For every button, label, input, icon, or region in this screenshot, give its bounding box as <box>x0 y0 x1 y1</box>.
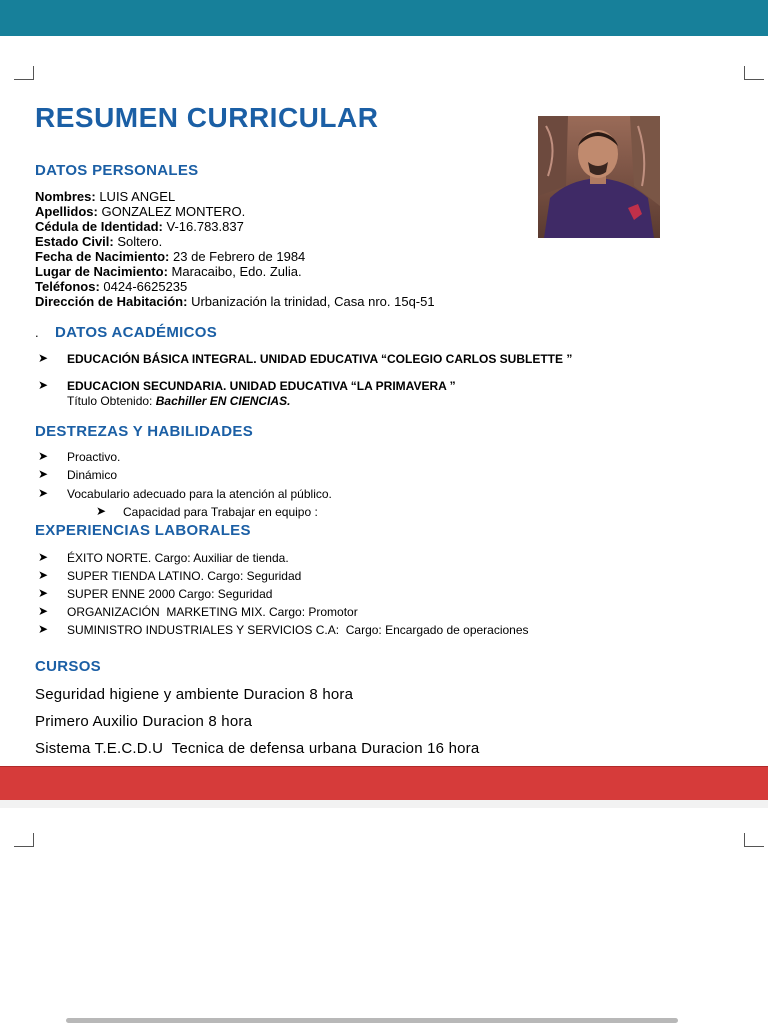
page-corner-mark <box>744 833 764 847</box>
bullet-arrow-icon: ➤ <box>38 586 49 600</box>
field-label: Dirección de Habitación <box>35 294 184 309</box>
bullet-arrow-icon: ➤ <box>38 622 49 636</box>
heading-prefix-dot: . <box>35 325 39 340</box>
field-label: Estado Civil <box>35 234 110 249</box>
field-value: Urbanización la trinidad, Casa nro. 15q-51 <box>191 294 435 309</box>
degree-label: Título Obtenido: <box>67 394 153 408</box>
page-corner-mark <box>14 66 34 80</box>
profile-photo-image <box>538 116 660 238</box>
bullet-arrow-icon: ➤ <box>38 449 49 463</box>
academic-degree <box>67 394 290 408</box>
field-value: 23 de Febrero de 1984 <box>173 249 306 264</box>
section-heading-skills: DESTREZAS Y HABILIDADES <box>35 423 254 440</box>
field-value: 0424-6625235 <box>103 279 188 294</box>
profile-photo <box>538 116 660 238</box>
document-title: RESUMEN CURRICULAR <box>35 102 379 133</box>
home-indicator[interactable] <box>66 1018 678 1023</box>
experience-item: SUPER ENNE 2000 Cargo: Seguridad <box>67 587 273 601</box>
skill-item: Proactivo. <box>67 450 121 464</box>
page-corner-mark <box>744 66 764 80</box>
bullet-arrow-icon: ➤ <box>38 378 49 392</box>
skill-item: Vocabulario adecuado para la atención al público. <box>67 487 332 501</box>
field-value: Soltero. <box>117 234 163 249</box>
field-label: Apellidos <box>35 204 94 219</box>
field-direccion: Dirección de Habitación: Urbanización la trinidad, Casa nro. 15q-51 <box>35 294 435 309</box>
skill-item: Dinámico <box>67 468 118 482</box>
field-fecha-nacimiento: Fecha de Nacimiento: 23 de Febrero de 1984 <box>35 249 306 264</box>
footer-bar <box>0 766 768 800</box>
field-apellidos: Apellidos: GONZALEZ MONTERO. <box>35 204 246 219</box>
bullet-arrow-icon: ➤ <box>38 351 49 365</box>
field-lugar-nacimiento: Lugar de Nacimiento: Maracaibo, Edo. Zulia. <box>35 264 302 279</box>
field-cedula: Cédula de Identidad: V-16.783.837 <box>35 219 244 234</box>
course-item: Primero Auxilio Duracion 8 hora <box>35 713 253 730</box>
degree-value: Bachiller EN CIENCIAS. <box>155 394 291 408</box>
field-value: LUIS ANGEL <box>99 189 176 204</box>
academic-item: EDUCACIÓN BÁSICA INTEGRAL. UNIDAD EDUCATIVA “COLEGIO CARLOS SUBLETTE ” <box>67 352 573 366</box>
section-heading-experience: EXPERIENCIAS LABORALES <box>35 522 251 539</box>
field-estado-civil: Estado Civil: Soltero. <box>35 234 163 249</box>
course-item: Sistema T.E.C.D.U Tecnica de defensa urbana Duracion 16 hora <box>35 740 480 757</box>
section-heading-academic: DATOS ACADÉMICOS <box>55 324 218 341</box>
experience-item: SUMINISTRO INDUSTRIALES Y SERVICIOS C.A: Cargo: Encargado de operaciones <box>67 623 529 637</box>
section-heading-courses: CURSOS <box>35 658 101 675</box>
field-label: Cédula de Identidad <box>35 219 159 234</box>
field-telefonos: Teléfonos: 0424-6625235 <box>35 279 188 294</box>
experience-item: SUPER TIENDA LATINO. Cargo: Seguridad <box>67 569 302 583</box>
field-label: Nombres <box>35 189 92 204</box>
experience-item: ÉXITO NORTE. Cargo: Auxiliar de tienda. <box>67 551 289 565</box>
page-corner-mark <box>14 833 34 847</box>
experience-item: ORGANIZACIÓN MARKETING MIX. Cargo: Promotor <box>67 605 358 619</box>
field-value: GONZALEZ MONTERO. <box>101 204 246 219</box>
course-item: Seguridad higiene y ambiente Duracion 8 hora <box>35 686 354 703</box>
section-heading-personal: DATOS PERSONALES <box>35 162 199 179</box>
field-nombres: Nombres: LUIS ANGEL <box>35 189 176 204</box>
page-divider <box>0 800 768 808</box>
bullet-arrow-icon: ➤ <box>38 486 49 500</box>
bullet-arrow-icon: ➤ <box>38 568 49 582</box>
field-value: Maracaibo, Edo. Zulia. <box>171 264 302 279</box>
field-label: Teléfonos <box>35 279 96 294</box>
academic-item: EDUCACION SECUNDARIA. UNIDAD EDUCATIVA “LA PRIMAVERA ” <box>67 379 456 393</box>
bullet-arrow-icon: ➤ <box>38 604 49 618</box>
skill-sub-item: Capacidad para Trabajar en equipo : <box>123 505 318 519</box>
bullet-arrow-icon: ➤ <box>96 504 107 518</box>
field-label: Lugar de Nacimiento <box>35 264 164 279</box>
top-bar <box>0 0 768 36</box>
bullet-arrow-icon: ➤ <box>38 467 49 481</box>
bullet-arrow-icon: ➤ <box>38 550 49 564</box>
field-value: V-16.783.837 <box>166 219 244 234</box>
field-label: Fecha de Nacimiento <box>35 249 166 264</box>
